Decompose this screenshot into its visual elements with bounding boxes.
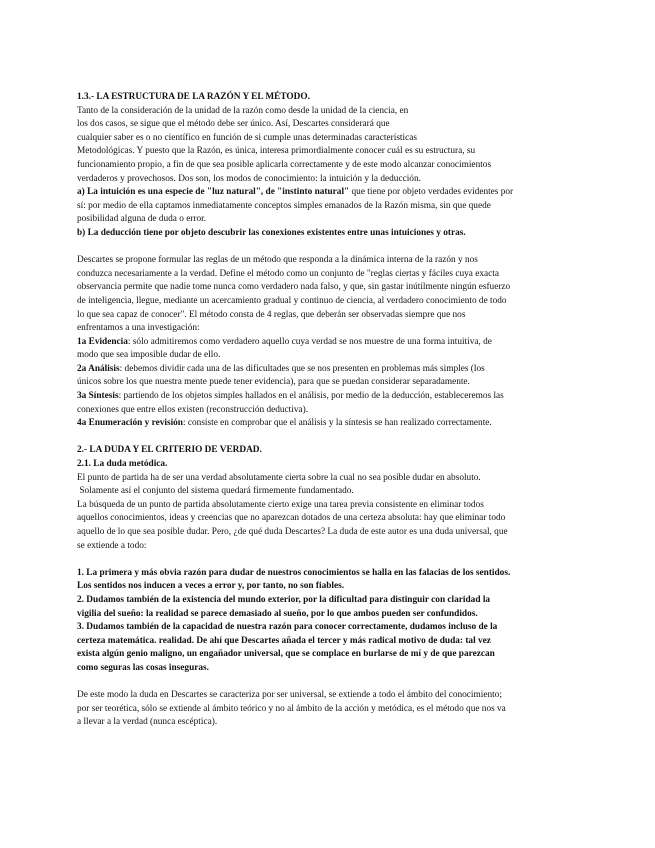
paragraph-line: conexiones que entre ellos existen (reconstrucción deductiva). xyxy=(77,404,309,415)
paragraph-line: Metodológicas. Y puesto que la Razón, es única, interesa primordialmente conocer cuál es su estructura, su xyxy=(77,146,476,157)
doubt-reason-line: como seguras las cosas inseguras. xyxy=(77,662,209,673)
paragraph-line: aquellos conocimientos, ideas y creencias que no aparezcan dotados de una certeza absoluta: hay que eliminar todo xyxy=(77,513,506,524)
section-heading-1: 1.3.- LA ESTRUCTURA DE LA RAZÓN Y EL MÉTODO. xyxy=(77,92,310,102)
doubt-reason-line: certeza matemática. realidad. De ahí que Descartes añada el tercer y más radical motivo de duda: tal vez xyxy=(77,635,491,646)
paragraph-line: lo que sea capaz de conocer". El método consta de 4 reglas, que deberán ser observadas siempre que nos xyxy=(77,309,466,320)
paragraph-line: funcionamiento propio, a fin de que sea posible aplicarla correctamente y de este modo alcanzar conocimientos xyxy=(77,159,492,170)
deduction-line: b) La deducción tiene por objeto descubrir las conexiones existentes entre unas intuiciones y otras. xyxy=(77,227,466,238)
paragraph-line: La búsqueda de un punto de partida absolutamente cierto exige una tarea previa consistente en eliminar todos xyxy=(77,499,484,510)
paragraph-line: de inteligencia, llegue, mediante un acercamiento gradual y continuo de ciencia, al verdadero conocimiento de todo xyxy=(77,295,507,306)
rule-4 xyxy=(77,417,582,431)
paragraph-line: modo que sea imposible dudar de ello. xyxy=(77,350,221,361)
rule-1-title: 1a Evidencia xyxy=(77,336,128,347)
paragraph-line: a llevar a la verdad (nunca escéptica). xyxy=(77,717,218,728)
paragraph-line: posibilidad alguna de duda o error. xyxy=(77,214,207,225)
paragraph-line: De este modo la duda en Descartes se caracteriza por ser universal, se extiende a todo el ámbito del conocimiento; xyxy=(77,690,502,701)
paragraph-line: sí: por medio de ella captamos inmediatamente conceptos simples emanados de la Razón misma, sin que quede xyxy=(77,200,491,211)
rule-2-title: 2a Análisis xyxy=(77,363,120,374)
paragraph-line: únicos sobre los que nuestra mente puede tener evidencia), para que se puedan considerar separadamente. xyxy=(77,377,470,388)
paragraph-line: verdaderos y provechosos. Dos son, los modos de conocimiento: la intuición y la deducción. xyxy=(77,173,421,184)
rule-3-title: 3a Síntesis xyxy=(77,391,119,402)
doubt-reason-line: 1. La primera y más obvia razón para dudar de nuestros conocimientos se halla en las falacias de los sentidos. xyxy=(77,567,511,578)
rule-4-text: : consiste en comprobar que el análisis y la síntesis se han realizado correctamente. xyxy=(182,418,492,429)
rule-3 xyxy=(77,390,582,404)
paragraph-line: aquello de lo que sea posible dudar. Pero, ¿de qué duda Descartes? La duda de este autor es una duda universal, que xyxy=(77,527,508,537)
paragraph-line: El punto de partida ha de ser una verdad absolutamente cierta sobre la cual no sea posible dudar en absoluto. xyxy=(77,472,481,483)
doubt-reason-line: vigilia del sueño: la realidad se parece demasiado al sueño, por lo que ambos pueden ser confundidos. xyxy=(77,608,478,619)
paragraph-line: Tanto de la consideración de la unidad de la razón como desde la unidad de la ciencia, en xyxy=(77,105,409,116)
intuition-text: que tiene por objeto verdades evidentes por xyxy=(349,187,514,198)
paragraph-line: Solamente así el conjunto del sistema quedará firmemente fundamentado. xyxy=(77,486,354,497)
rule-1-text: : sólo admitiremos como verdadero aquello cuya verdad se nos muestre de una forma intuitiva, de xyxy=(127,336,492,347)
paragraph-line: enfrentamos a una investigación: xyxy=(77,323,200,334)
section-heading-2: 2.- LA DUDA Y EL CRITERIO DE VERDAD. xyxy=(77,445,262,456)
paragraph-line: cualquier saber es o no científico en función de si cumple unas determinadas características xyxy=(77,132,417,143)
paragraph-line: conduzca necesariamente a la verdad. Define el método como un conjunto de "reglas ciertas y fáciles cuya exacta xyxy=(77,268,499,279)
rule-4-title: 4a Enumeración y revisión xyxy=(77,418,183,429)
doubt-reason-line: Los sentidos nos inducen a veces a error y, por tanto, no son fiables. xyxy=(77,581,345,592)
rule-1 xyxy=(77,336,582,350)
doubt-reason-line: 2. Dudamos también de la existencia del mundo exterior, por la dificultad para distinguir con claridad la xyxy=(77,594,491,605)
intuition-term: a) La intuición es una especie de "luz natural", de "instinto natural" xyxy=(77,187,350,198)
subsection-heading: 2.1. La duda metódica. xyxy=(77,459,168,470)
paragraph-line: se extiende a todo: xyxy=(77,540,147,551)
rule-3-text: : partiendo de los objetos simples hallados en el análisis, por medio de la deducción, estableceremos las xyxy=(118,391,504,402)
document-body xyxy=(77,91,582,730)
paragraph-line: observancia permite que nadie tome nunca como verdadero nada falso, y que, sin gastar inútilmente ningún esfuerzo xyxy=(77,282,511,293)
doubt-reason-line: exista algún genio maligno, un engañador universal, que se complace en burlarse de mí y de que parezcan xyxy=(77,649,495,660)
doubt-reason-line: 3. Dudamos también de la capacidad de nuestra razón para conocer correctamente, dudamos incluso de la xyxy=(77,622,498,633)
intuition-line xyxy=(77,186,582,200)
rule-2-text: : debemos dividir cada una de las dificultades que se nos presenten en problemas más simples (los xyxy=(119,363,485,374)
paragraph-line: Descartes se propone formular las reglas de un método que responda a la dinámica interna de la razón y nos xyxy=(77,255,478,266)
rule-2 xyxy=(77,363,582,377)
paragraph-line: por ser teorética, sólo se extiende al ámbito teórico y no al ámbito de la acción y metódica, es el método que nos va xyxy=(77,703,506,714)
paragraph-line: los dos casos, se sigue que el método debe ser único. Así, Descartes considerará que xyxy=(77,119,390,130)
